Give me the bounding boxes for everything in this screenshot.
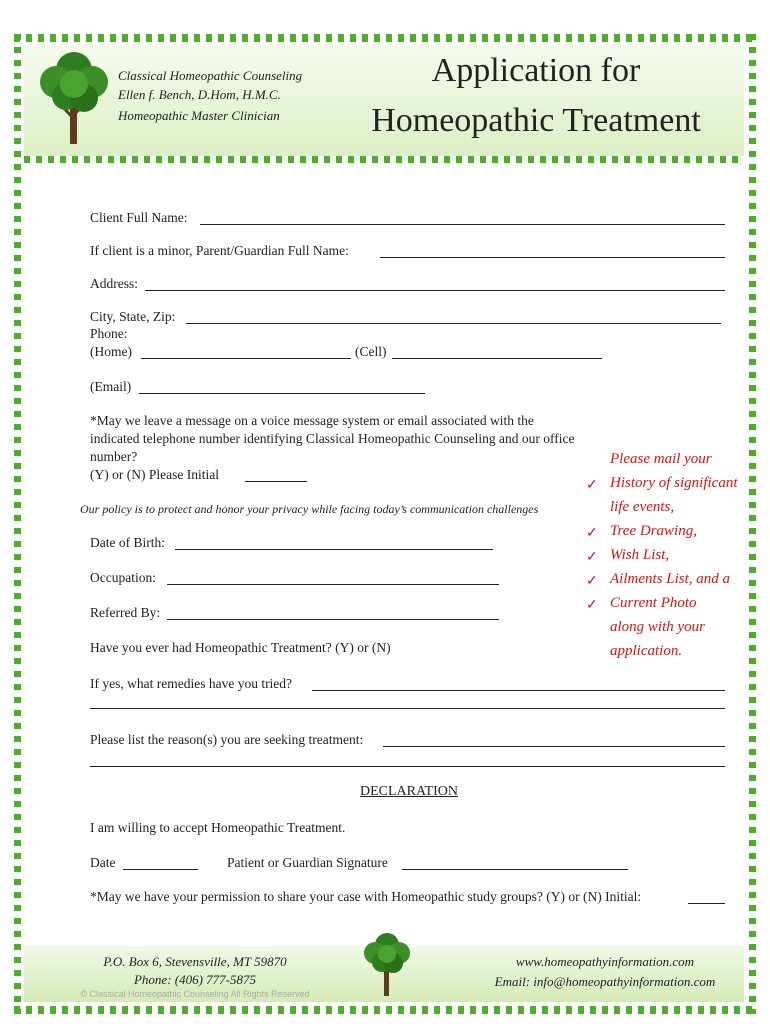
org-name: Classical Homeopathic Counseling [118, 68, 303, 83]
mail-item-history-cont: life events, [610, 499, 675, 515]
message-question-line2: indicated telephone number identifying Classical Homeopathic Counseling and our office [90, 431, 575, 446]
footer-tree-icon [362, 930, 412, 996]
footer-address: P.O. Box 6, Stevensville, MT 59870 [103, 954, 287, 969]
tree-logo-icon [36, 48, 112, 146]
message-question-line1: *May we leave a message on a voice message system or email associated with the [90, 413, 534, 428]
mail-item-application: application. [610, 643, 683, 659]
practitioner-title: Homeopathic Master Clinician [118, 108, 280, 123]
declaration-heading: DECLARATION [360, 784, 458, 799]
share-initial-field[interactable] [688, 903, 725, 904]
cell-phone-label: (Cell) [355, 344, 387, 359]
mail-item-ailments: Ailments List, and a [610, 571, 731, 587]
prior-treatment-question: Have you ever had Homeopathic Treatment? (Y) or (N) [90, 640, 391, 655]
address-field[interactable] [145, 290, 725, 291]
date-label: Date [90, 855, 116, 870]
date-field[interactable] [123, 869, 198, 870]
dob-field[interactable] [175, 549, 493, 550]
dotted-border-top [14, 34, 756, 42]
remedies-field-line2[interactable] [90, 708, 725, 709]
email-field[interactable] [139, 393, 425, 394]
mail-instructions-intro: Please mail your [610, 451, 712, 467]
signature-label: Patient or Guardian Signature [227, 855, 388, 870]
occupation-label: Occupation: [90, 570, 156, 585]
message-initial-label: (Y) or (N) Please Initial [90, 467, 219, 482]
guardian-name-label: If client is a minor, Parent/Guardian Full Name: [90, 243, 349, 258]
declaration-accept: I am willing to accept Homeopathic Treatment. [90, 820, 346, 835]
page-title-line1: Application for [431, 52, 641, 89]
checkmark-icon: ✓ [586, 598, 598, 613]
home-phone-label: (Home) [90, 344, 132, 359]
checkmark-icon: ✓ [586, 478, 598, 493]
guardian-name-field[interactable] [380, 257, 725, 258]
client-name-field[interactable] [200, 224, 725, 225]
checkmark-icon: ✓ [586, 526, 598, 541]
footer-email-link[interactable]: Email: info@homeopathyinformation.com [494, 974, 716, 989]
privacy-policy-note: Our policy is to protect and honor your privacy while facing today’s communication challenges [80, 502, 539, 516]
signature-field[interactable] [402, 869, 628, 870]
mail-item-wish-list: Wish List, [610, 547, 670, 563]
cell-phone-field[interactable] [392, 358, 602, 359]
reasons-field-line2[interactable] [90, 766, 725, 767]
footer-copyright: © Classical Homeopathic Counseling All Rights Reserved [80, 989, 310, 999]
phone-label: Phone: [90, 326, 128, 341]
mail-item-history: History of significant [610, 475, 738, 491]
footer-phone: Phone: (406) 777-5875 [133, 972, 257, 987]
client-name-label: Client Full Name: [90, 210, 188, 225]
mail-item-photo-cont: along with your [610, 619, 706, 635]
dotted-border-right [749, 34, 756, 1014]
message-question-line3: number? [90, 449, 138, 464]
footer-website-link[interactable]: www.homeopathyinformation.com [515, 954, 695, 969]
city-state-zip-label: City, State, Zip: [90, 309, 176, 324]
address-label: Address: [90, 276, 138, 291]
occupation-field[interactable] [167, 584, 499, 585]
page-title-line2: Homeopathic Treatment [371, 102, 701, 139]
checkmark-icon: ✓ [586, 574, 598, 589]
city-state-zip-field[interactable] [186, 323, 721, 324]
dotted-border-bottom [14, 1006, 756, 1014]
reasons-label: Please list the reason(s) you are seeking treatment: [90, 732, 364, 747]
email-label: (Email) [90, 379, 132, 394]
practitioner-name: Ellen f. Bench, D.Hom, H.M.C. [118, 87, 281, 102]
reasons-field[interactable] [383, 746, 725, 747]
share-permission-question: *May we have your permission to share your case with Homeopathic study groups? (Y) or (N) Initial: [90, 889, 642, 904]
dotted-border-left [14, 34, 21, 1014]
dob-label: Date of Birth: [90, 535, 165, 550]
remedies-field[interactable] [312, 690, 725, 691]
checkmark-icon: ✓ [586, 550, 598, 565]
header-separator [24, 156, 744, 163]
referred-by-label: Referred By: [90, 605, 161, 620]
referred-by-field[interactable] [167, 619, 499, 620]
home-phone-field[interactable] [141, 358, 351, 359]
message-initial-field[interactable] [245, 481, 307, 482]
remedies-label: If yes, what remedies have you tried? [90, 676, 293, 691]
mail-item-tree-drawing: Tree Drawing, [610, 523, 697, 539]
mail-item-photo: Current Photo [610, 595, 697, 611]
